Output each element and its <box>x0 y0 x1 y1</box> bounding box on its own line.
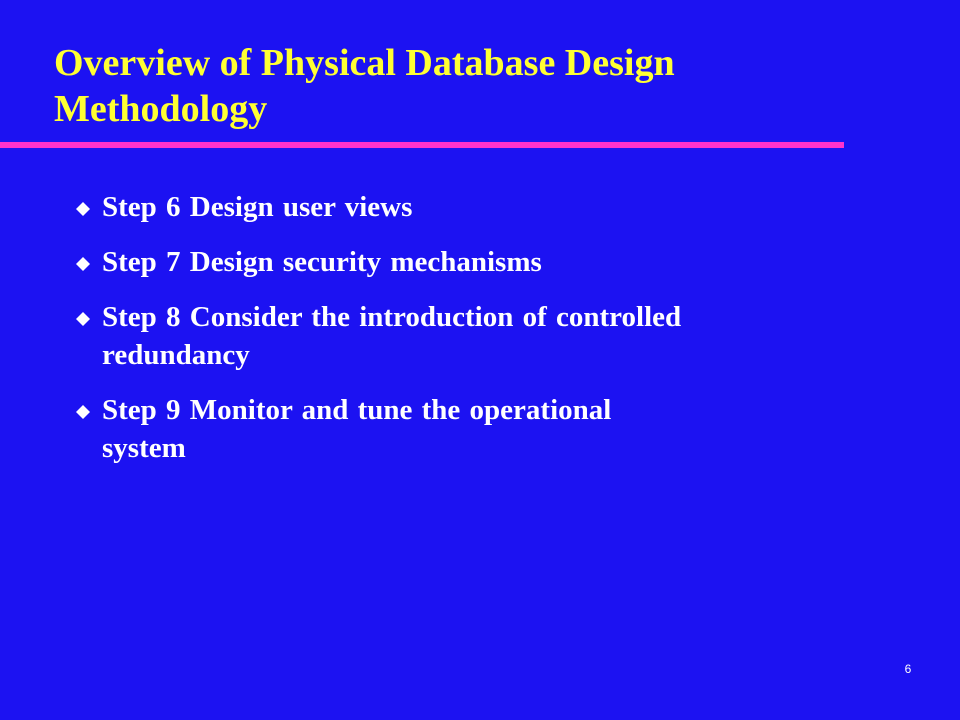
diamond-bullet-icon <box>76 202 90 216</box>
bullet-text: Step 6 Design user views <box>102 191 413 223</box>
bullet-item-step-6 <box>72 188 892 226</box>
slide-title-line-2: Methodology <box>54 88 268 130</box>
bullet-text-line-1: Step 9 Monitor and tune the operational <box>102 394 612 426</box>
slide-title <box>54 40 834 132</box>
bullet-text-line-2: redundancy <box>102 339 250 371</box>
diamond-bullet-icon <box>76 312 90 326</box>
diamond-bullet-icon <box>76 405 90 419</box>
diamond-bullet-icon <box>76 257 90 271</box>
title-underline-rule <box>0 142 844 148</box>
bullet-text-line-1: Step 8 Consider the introduction of controlled <box>102 301 682 333</box>
bullet-text-line-2: system <box>102 432 186 464</box>
bullet-item-step-9 <box>72 391 892 467</box>
bullet-list <box>72 188 892 484</box>
bullet-item-step-8 <box>72 298 892 374</box>
bullet-item-step-7 <box>72 243 892 281</box>
page-number: 6 <box>904 662 912 676</box>
bullet-text: Step 7 Design security mechanisms <box>102 246 542 278</box>
slide-title-line-1: Overview of Physical Database Design <box>54 42 675 84</box>
